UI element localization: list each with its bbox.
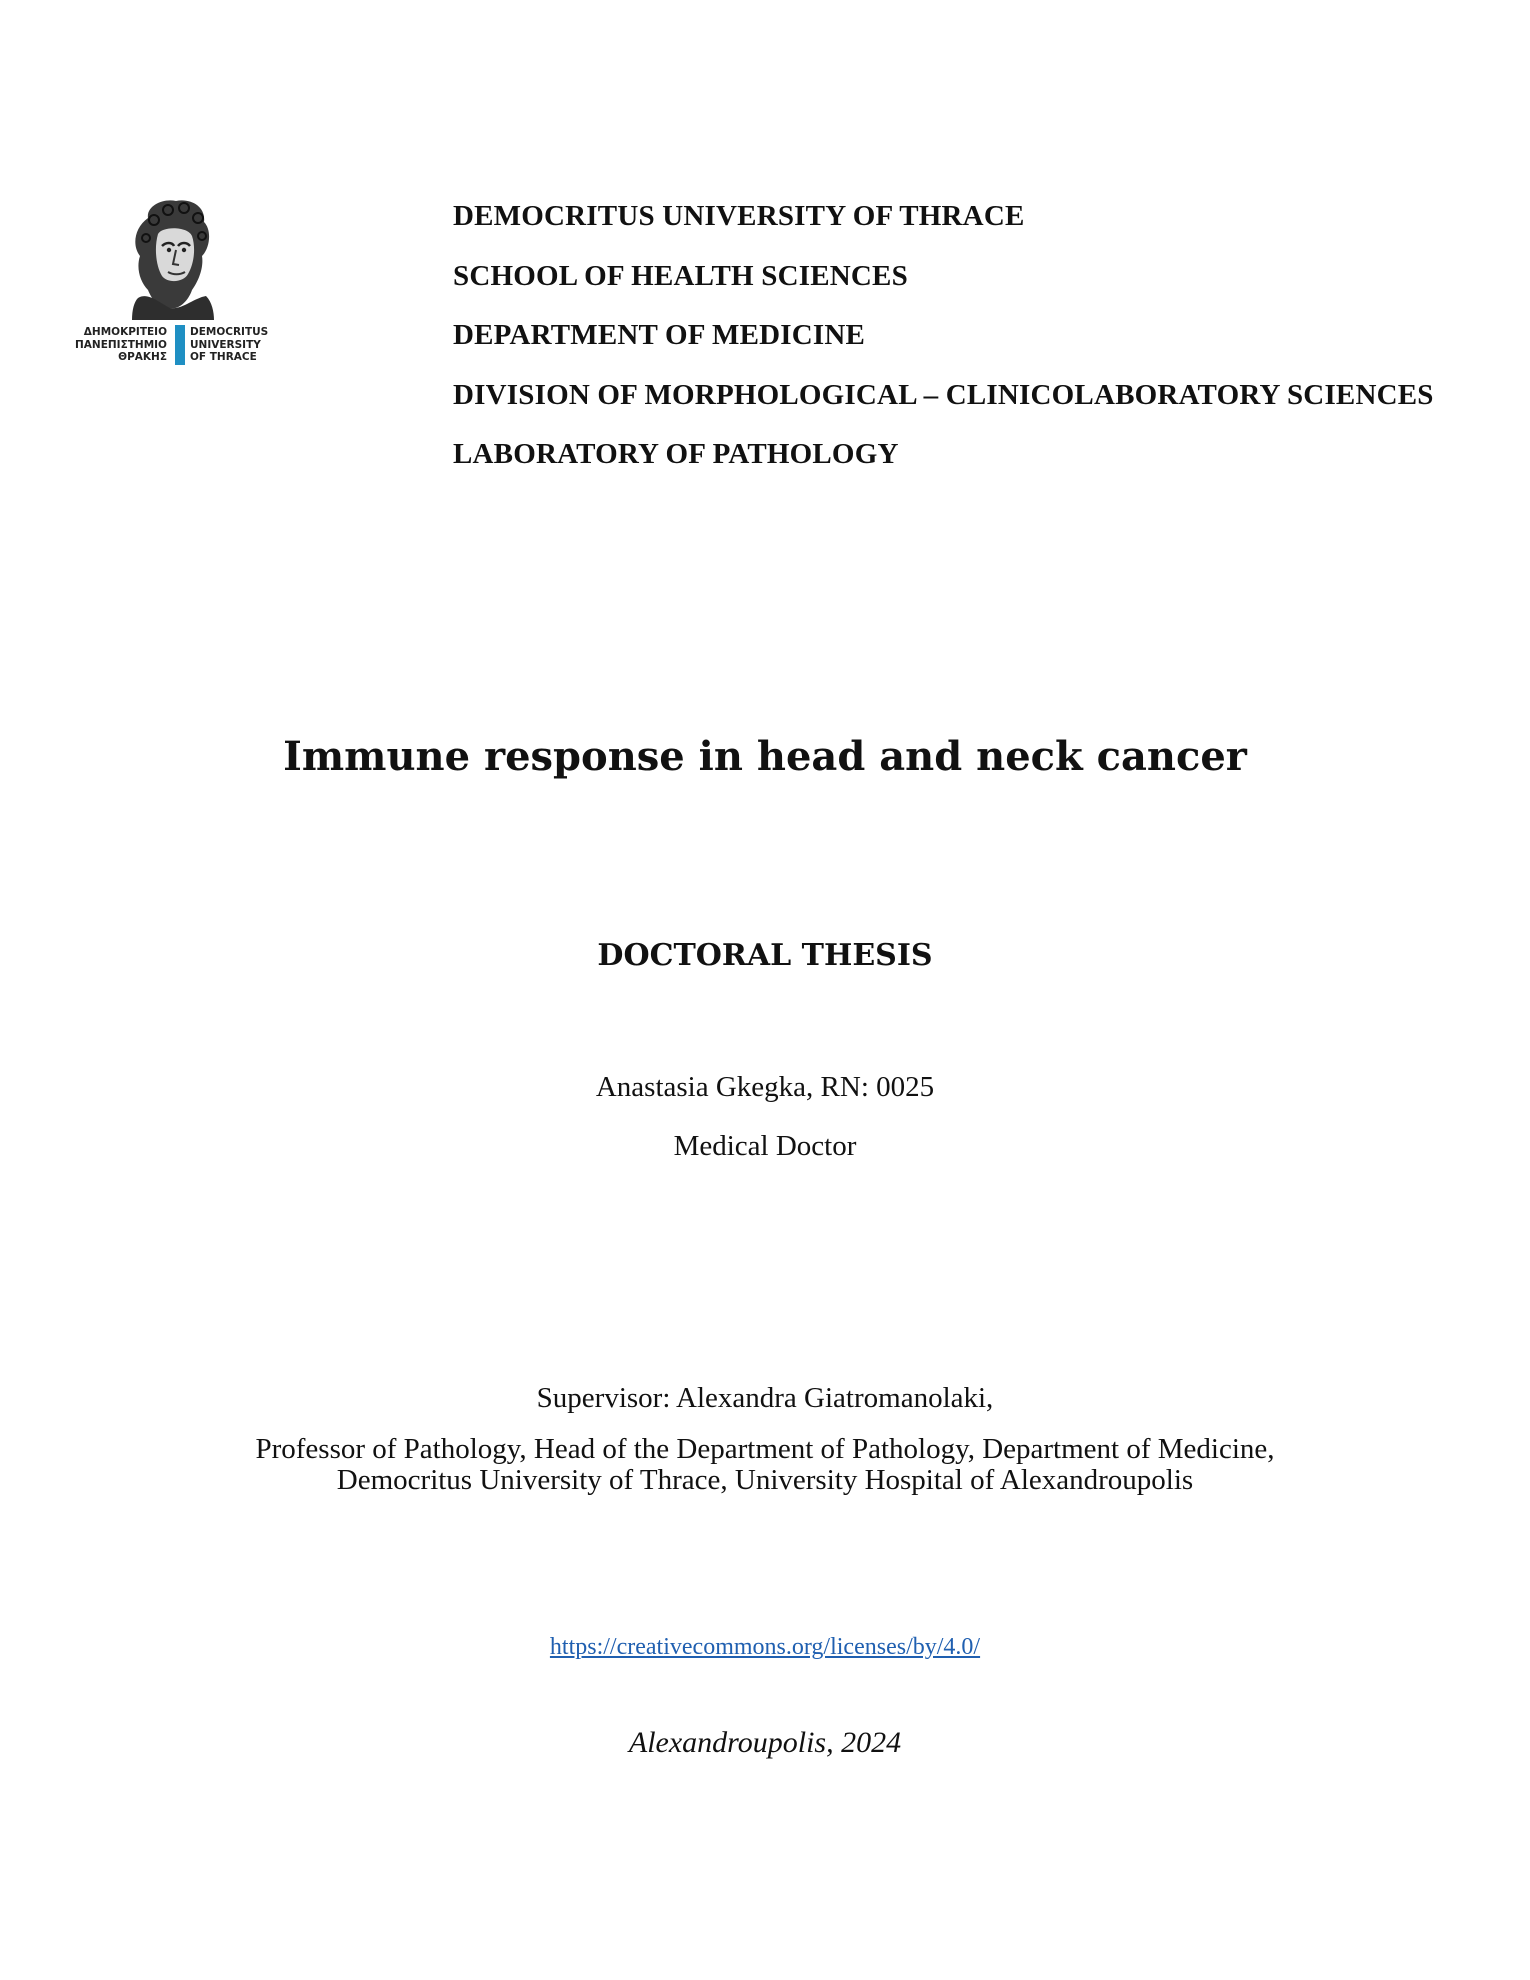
supervisor-affiliation [0, 1434, 1530, 1496]
logo-english-line: UNIVERSITY [190, 338, 261, 351]
logo-greek-line: ΔΗΜΟΚΡΙΤΕΙΟ [83, 326, 167, 338]
place-date: Alexandroupolis, 2024 [628, 1726, 902, 1759]
university-logo [70, 198, 280, 373]
university-name: DEMOCRITUS UNIVERSITY OF THRACE [453, 200, 1025, 232]
logo-english-line: DEMOCRITUS [190, 326, 269, 338]
affiliation-line: Professor of Pathology, Head of the Department of Pathology, Department of Medicine, [255, 1433, 1275, 1465]
document-type: DOCTORAL THESIS [597, 938, 933, 973]
thesis-title: Immune response in head and neck cancer [283, 733, 1247, 780]
logo-greek-line: ΘΡΑΚΗΣ [118, 351, 167, 363]
logo-greek-text [75, 326, 167, 364]
department-name: DEPARTMENT OF MEDICINE [453, 319, 866, 351]
author-name: Anastasia Gkegka, RN: 0025 [595, 1071, 935, 1103]
license-link[interactable]: https://creativecommons.org/licenses/by/4.0/ [549, 1634, 981, 1660]
author-role: Medical Doctor [673, 1130, 857, 1162]
school-name: SCHOOL OF HEALTH SCIENCES [453, 259, 908, 292]
laboratory-name: LABORATORY OF PATHOLOGY [453, 438, 899, 470]
logo-greek-line: ΠΑΝΕΠΙΣΤΗΜΙΟ [75, 338, 167, 351]
logo-divider-bar [175, 325, 185, 365]
division-name: DIVISION OF MORPHOLOGICAL – CLINICOLABORATORY SCIENCES [453, 378, 1434, 411]
logo-english-line: OF THRACE [190, 351, 257, 363]
supervisor-line: Supervisor: Alexandra Giatromanolaki, [536, 1382, 994, 1414]
institution-header [453, 196, 1434, 494]
logo-english-text [190, 326, 268, 364]
affiliation-line: Democritus University of Thrace, University Hospital of Alexandroupolis [336, 1464, 1194, 1496]
democritus-portrait-icon [118, 198, 228, 320]
license-block [0, 1634, 1530, 1661]
